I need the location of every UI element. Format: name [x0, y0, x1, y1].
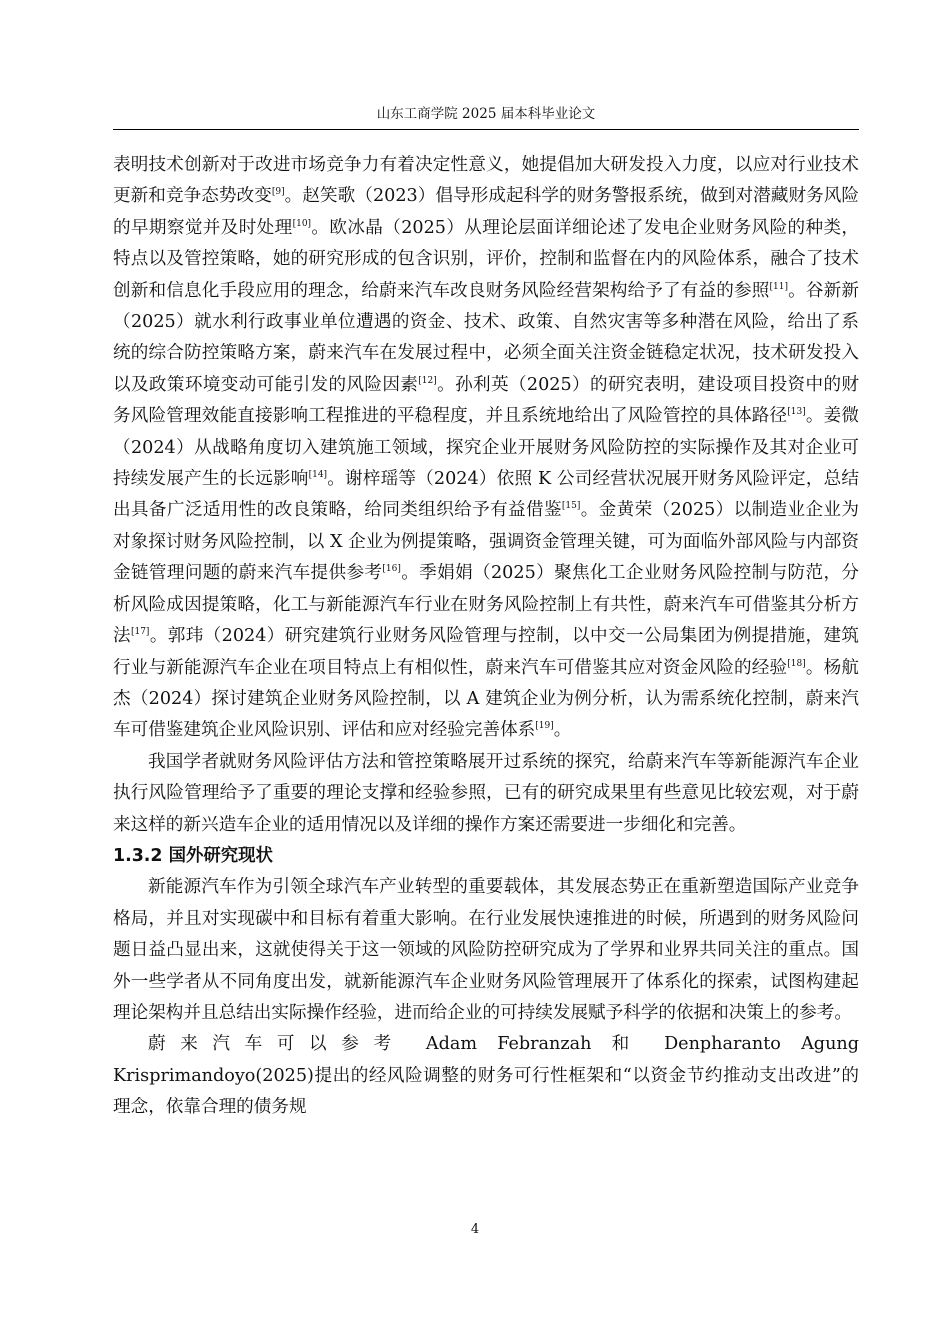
- paragraph-text: 。孙利英（2025）的研究表明，建设项目投资中的财务风险管理效能直接影响工程推进的平稳程度，并且系统地给出了风险管控的具体路径: [113, 374, 859, 427]
- paragraph-text: 。: [553, 720, 572, 741]
- paragraph-text: 。赵笑歌（2023）倡导形成起科学的财务警报系统，做到对潜藏财务风险的早期察觉并及时处理: [113, 186, 859, 238]
- citation-ref: [12]: [418, 375, 437, 386]
- paragraph-text: 。金黄荣（2025）以制造业企业为对象探讨财务风险控制，以 X 企业为例提策略，强调资金管理关键，可为面临外部风险与内部资金链管理问题的蔚来汽车提供参考: [113, 500, 859, 584]
- literature-paragraph: [113, 150, 859, 747]
- citation-ref: [9]: [271, 187, 285, 198]
- running-header: [113, 103, 859, 130]
- paragraph-text: 。姜微（2024）从战略角度切入建筑施工领域，探究企业开展财务风险防控的实际操作及其对企业可持续发展产生的长远影响: [113, 406, 859, 490]
- page-number: 4: [470, 1222, 480, 1237]
- paragraph-text: 。郭玮（2024）研究建筑行业财务风险管理与控制，以中交一公局集团为例提措施，建筑行业与新能源汽车企业在项目特点上有相似性，蔚来汽车可借鉴其应对资金风险的经验: [113, 626, 859, 678]
- paragraph-text: 。谢梓瑶等（2024）依照 K 公司经营状况展开财务风险评定，总结出具备广泛适用性的改良策略，给同类组织给予有益借鉴: [113, 469, 859, 521]
- paragraph-text: 。欧冰晶（2025）从理论层面详细论述了发电企业财务风险的种类，特点以及管控策略，她的研究形成的包含识别，评价，控制和监督在内的风险体系，融合了技术创新和信息化手段应用的理念，给蔚来汽车改良财务风险经营架构给予了有益的参照: [113, 217, 859, 301]
- citation-ref: [13]: [787, 407, 806, 418]
- paragraph-text: 表明技术创新对于改进市场竞争力有着决定性意义，她提倡加大研发投入力度，以应对行业技术更新和竞争态势改变: [113, 155, 859, 207]
- page-body: [113, 150, 859, 1124]
- citation-ref: [15]: [561, 501, 581, 512]
- citation-ref: [10]: [292, 218, 312, 229]
- citation-ref: [11]: [769, 281, 788, 292]
- nio-reference-paragraph: 蔚来汽车可以参考 Adam Febranzah 和 Denpharanto Agung Krisprimandoyo(2025)提出的经风险调整的财务可行性框架和“以资金节约推动支出改进”的理念，依靠合理的债务规: [113, 1034, 859, 1118]
- citation-ref: [17]: [130, 627, 150, 638]
- paragraph-text: 。季娟娟（2025）聚焦化工企业财务风险控制与防范，分析风险成因提策略，化工与新能源汽车行业在财务风险控制上有共性，蔚来汽车可借鉴其分析方法: [113, 563, 859, 647]
- foreign-research-paragraph: 新能源汽车作为引领全球汽车产业转型的重要载体，其发展态势正在重新塑造国际产业竞争格局，并且对实现碳中和目标有着重大影响。在行业发展快速推进的时候，所遇到的财务风险问题日益凸显出来，这就使得关于这一领域的风险防控研究成为了学界和业界共同关注的重点。国外一些学者从不同角度出发，就新能源汽车企业财务风险管理展开了体系化的探索，试图构建起理论架构并且总结出实际操作经验，进而给企业的可持续发展赋予科学的依据和决策上的参考。: [113, 877, 859, 1023]
- section-heading: 1.3.2 国外研究现状: [113, 845, 273, 866]
- running-header-title: 山东工商学院 2025 届本科毕业论文: [376, 106, 596, 122]
- paragraph-text: 。谷新新（2025）就水利行政事业单位遭遇的资金、技术、政策、自然灾害等多种潜在风险，给出了系统的综合防控策略方案，蔚来汽车在发展过程中，必须全面关注资金链稳定状况，技术研发投入以及政策环境变动可能引发的风险因素: [113, 280, 859, 395]
- citation-ref: [14]: [308, 470, 328, 481]
- summary-paragraph: 我国学者就财务风险评估方法和管控策略展开过系统的探究，给蔚来汽车等新能源汽车企业执行风险管理给予了重要的理论支撑和经验参照，已有的研究成果里有些意见比较宏观，对于蔚来这样的新兴造车企业的适用情况以及详细的操作方案还需要进一步细化和完善。: [113, 751, 859, 835]
- citation-ref: [19]: [535, 721, 554, 732]
- paragraph-text: 。杨航杰（2024）探讨建筑企业财务风险控制，以 A 建筑企业为例分析，认为需系统化控制，蔚来汽车可借鉴建筑企业风险识别、评估和应对经验完善体系: [113, 657, 859, 741]
- citation-ref: [16]: [382, 564, 401, 575]
- citation-ref: [18]: [787, 658, 806, 669]
